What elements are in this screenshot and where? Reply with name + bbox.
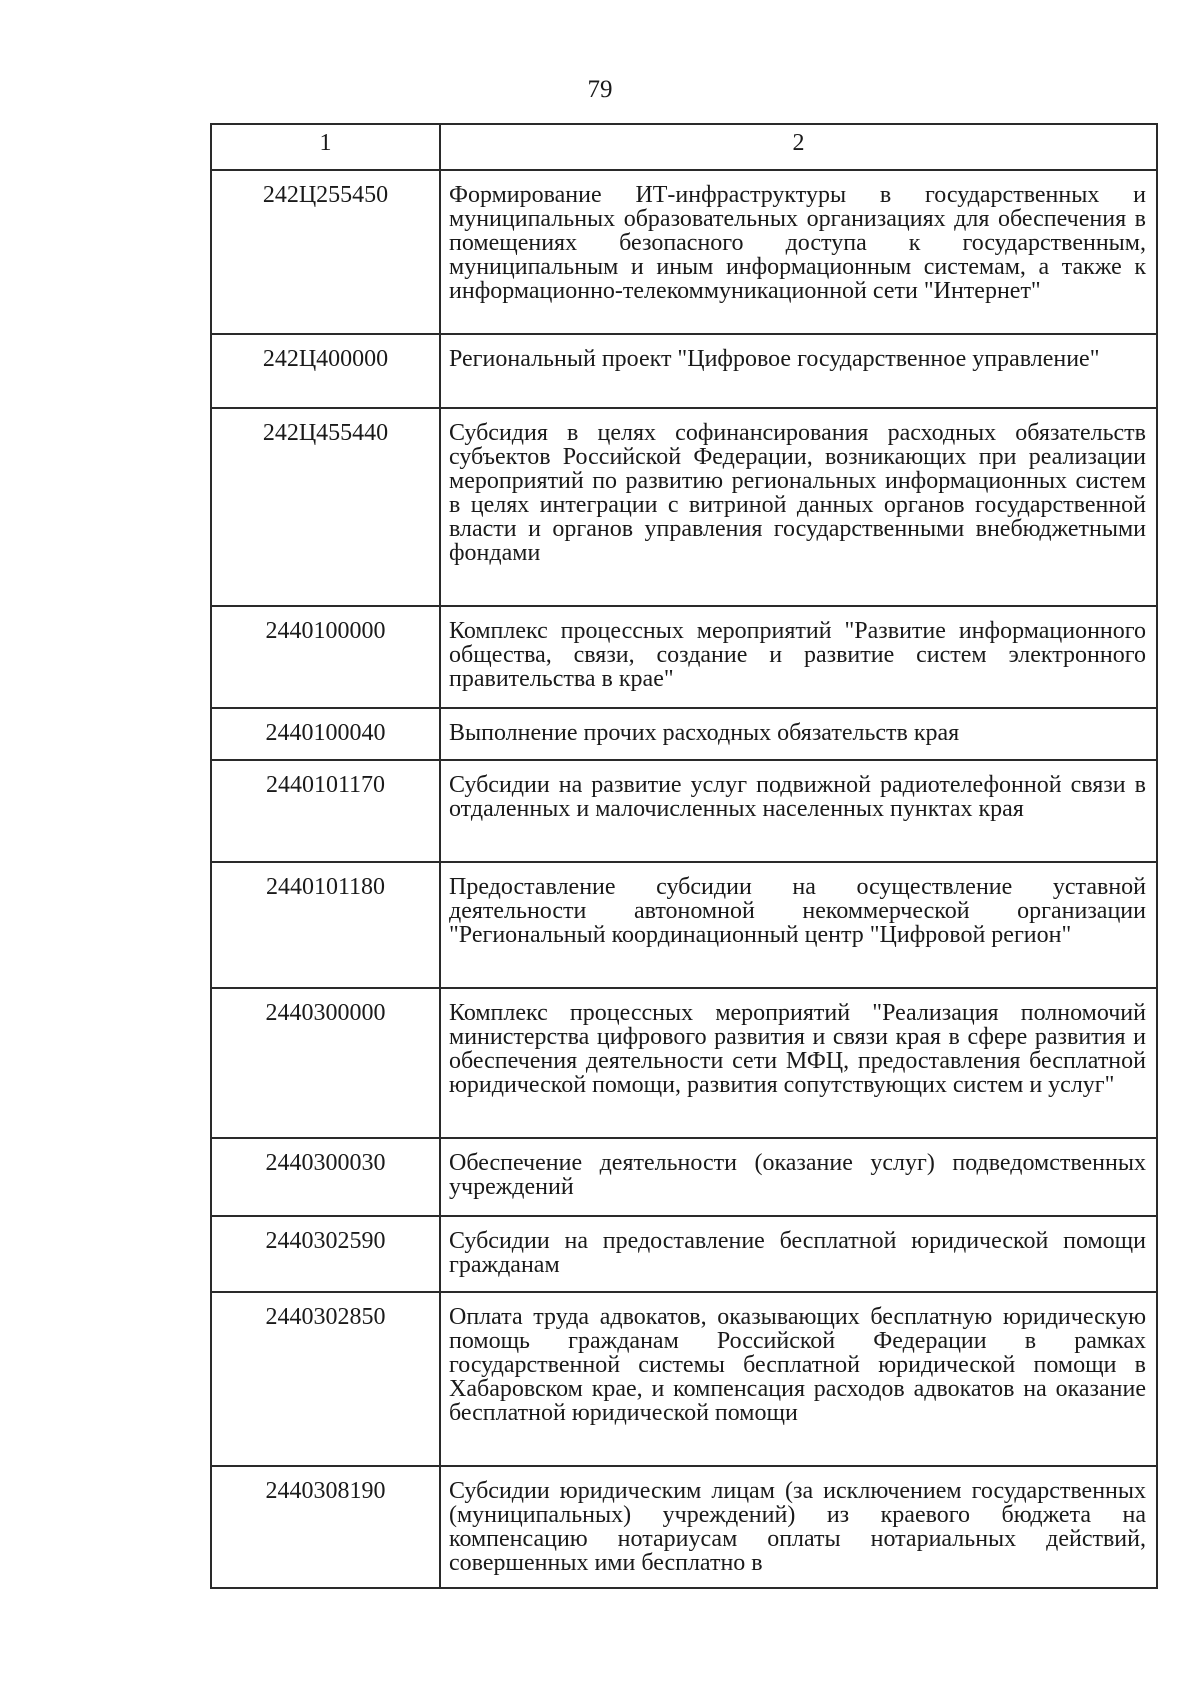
row-code: 2440308190: [211, 1466, 440, 1588]
budget-code-table: [210, 123, 1158, 1589]
table-row: [211, 408, 1157, 606]
table-row: [211, 1466, 1157, 1588]
column-header-name: 2: [440, 124, 1157, 170]
row-name: Оплата труда адвокатов, оказывающих бесплатную юридическую помощь гражданам Российской Федерации в рамках государственной системы бесплатной юридической помощи в Хабаровском крае, и компенсация расходов адвокатов на оказание бесплатной юридической помощи: [440, 1292, 1157, 1466]
table-row: [211, 1216, 1157, 1292]
row-code: 242Ц455440: [211, 408, 440, 606]
row-code: 242Ц400000: [211, 334, 440, 408]
row-name: Выполнение прочих расходных обязательств края: [440, 708, 1157, 760]
row-code: 2440302590: [211, 1216, 440, 1292]
row-code: 2440300030: [211, 1138, 440, 1216]
column-header-code: 1: [211, 124, 440, 170]
row-name: Формирование ИТ-инфраструктуры в государственных и муниципальных образовательных организациях для обеспечения в помещениях безопасного доступа к государственным, муниципальным и иным информационным системам, а также к информационно-телекоммуникационной сети "Интернет": [440, 170, 1157, 334]
row-name: Субсидии юридическим лицам (за исключением государственных (муниципальных) учреждений) из краевого бюджета на компенсацию нотариусам оплаты нотариальных действий, совершенных ими бесплатно в: [440, 1466, 1157, 1588]
row-name: Обеспечение деятельности (оказание услуг) подведомственных учреждений: [440, 1138, 1157, 1216]
row-name: Субсидия в целях софинансирования расходных обязательств субъектов Российской Федерации, возникающих при реализации мероприятий по развитию региональных информационных систем в целях интеграции с витриной данных органов государственной власти и органов управления государственными внебюджетными фондами: [440, 408, 1157, 606]
row-code: 2440100000: [211, 606, 440, 708]
table-row: [211, 1138, 1157, 1216]
table-row: [211, 334, 1157, 408]
table-row: [211, 1292, 1157, 1466]
row-name: Комплекс процессных мероприятий "Реализация полномочий министерства цифрового развития и связи края в сфере развития и обеспечения деятельности сети МФЦ, предоставления бесплатной юридической помощи, развития сопутствующих систем и услуг": [440, 988, 1157, 1138]
table-row: [211, 988, 1157, 1138]
table-row: [211, 170, 1157, 334]
row-code: 242Ц255450: [211, 170, 440, 334]
row-code: 2440101170: [211, 760, 440, 862]
table-row: [211, 862, 1157, 988]
row-name: Предоставление субсидии на осуществление уставной деятельности автономной некоммерческой организации "Региональный координационный центр "Цифровой регион": [440, 862, 1157, 988]
row-name: Комплекс процессных мероприятий "Развитие информационного общества, связи, создание и развитие систем электронного правительства в крае": [440, 606, 1157, 708]
row-code: 2440300000: [211, 988, 440, 1138]
row-code: 2440101180: [211, 862, 440, 988]
table-header-row: [211, 124, 1157, 170]
table-row: [211, 606, 1157, 708]
table-row: [211, 760, 1157, 862]
row-code: 2440302850: [211, 1292, 440, 1466]
row-name: Субсидии на предоставление бесплатной юридической помощи гражданам: [440, 1216, 1157, 1292]
page-number: 79: [587, 76, 613, 103]
row-name: Региональный проект "Цифровое государственное управление": [440, 334, 1157, 408]
row-name: Субсидии на развитие услуг подвижной радиотелефонной связи в отдаленных и малочисленных населенных пунктах края: [440, 760, 1157, 862]
row-code: 2440100040: [211, 708, 440, 760]
table-row: [211, 708, 1157, 760]
